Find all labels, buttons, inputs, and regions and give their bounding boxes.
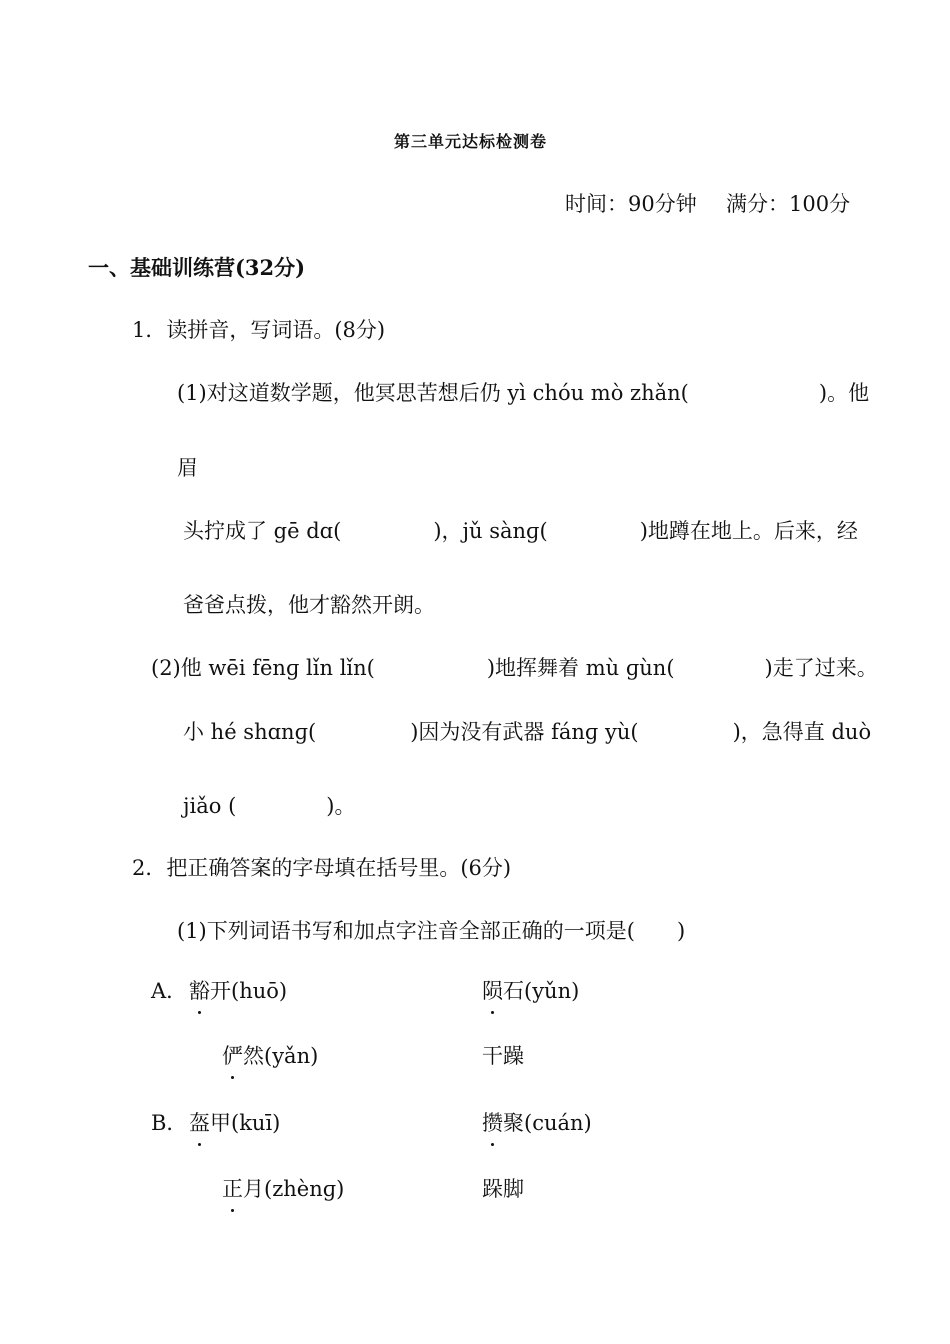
question-2-prompt: 2．把正确答案的字母填在括号里。(6分) xyxy=(132,856,512,880)
q2-sub1-text: (1)下列词语书写和加点字注音全部正确的一项是( xyxy=(177,919,635,943)
q1-part1-line3 xyxy=(183,517,858,545)
option-a-word-4: 干躁 xyxy=(482,1044,524,1068)
dotted-char: 正 xyxy=(222,1177,243,1201)
word-rest: 然(yǎn) xyxy=(243,1044,319,1068)
q1-part2-text-e: )因为没有武器 fánɡ yù( xyxy=(410,720,639,744)
question-1-prompt: 1．读拼音，写词语。(8分) xyxy=(132,318,386,342)
option-a-word-1 xyxy=(189,977,287,1005)
q1-part2-text-f: )，急得直 duò xyxy=(732,720,872,744)
option-b-label: B． xyxy=(151,1111,188,1135)
word-rest: 月(zhènɡ) xyxy=(243,1177,345,1201)
word-rest: 石(yǔn) xyxy=(503,979,580,1003)
option-b-word-1 xyxy=(189,1109,280,1137)
option-a-word-3 xyxy=(222,1042,318,1070)
q1-part2-line3 xyxy=(183,792,355,820)
q1-part2-text-g: jiǎo ( xyxy=(183,794,237,818)
dotted-char: 豁 xyxy=(189,979,210,1003)
word-rest: 聚(cuán) xyxy=(503,1111,592,1135)
q1-part1-line1 xyxy=(177,379,869,407)
exam-time: 时间：90分钟 xyxy=(565,192,697,216)
q1-part2-text-b: )地挥舞着 mù ɡùn( xyxy=(486,656,675,680)
dotted-char: 盔 xyxy=(189,1111,210,1135)
option-a-label: A． xyxy=(151,979,188,1003)
q1-part2-text-a: (2)他 wēi fēnɡ lǐn lǐn( xyxy=(151,656,375,680)
q1-part2-text-c: )走了过来。 xyxy=(764,656,878,680)
dotted-char: 攒 xyxy=(482,1111,503,1135)
q1-part1-text-c: 头拧成了 gē dɑ( xyxy=(183,519,342,543)
option-b-word-2 xyxy=(482,1109,592,1137)
q1-part1-line2: 眉 xyxy=(177,456,198,480)
q1-part1-line4: 爸爸点拨，他才豁然开朗。 xyxy=(183,593,435,617)
q1-part1-text-d: )，jǔ sànɡ( xyxy=(433,519,548,543)
q2-sub1-close: ) xyxy=(676,919,686,943)
word-rest: 开(huō) xyxy=(210,979,288,1003)
q1-part2-line1 xyxy=(151,654,878,682)
q1-part1-text-e: )地蹲在地上。后来，经 xyxy=(639,519,858,543)
option-b-word-3 xyxy=(222,1175,344,1203)
page-title: 第三单元达标检测卷 xyxy=(394,132,548,151)
q1-part1-text-b: )。他 xyxy=(818,381,870,405)
section-heading: 一、基础训练营(32分) xyxy=(88,255,306,280)
q1-part2-text-d: 小 hé shɑnɡ( xyxy=(183,720,317,744)
dotted-char: 陨 xyxy=(482,979,503,1003)
q2-sub1-line xyxy=(177,917,685,945)
dotted-char: 俨 xyxy=(222,1044,243,1068)
option-b-word-4: 跺脚 xyxy=(482,1177,524,1201)
option-a-word-2 xyxy=(482,977,579,1005)
word-rest: 甲(kuī) xyxy=(210,1111,281,1135)
exam-score: 满分：100分 xyxy=(726,192,851,216)
q1-part2-text-h: )。 xyxy=(326,794,356,818)
q1-part2-line2 xyxy=(183,718,871,746)
q1-part1-text-a: (1)对这道数学题，他冥思苦想后仍 yì chóu mò zhǎn( xyxy=(177,381,689,405)
